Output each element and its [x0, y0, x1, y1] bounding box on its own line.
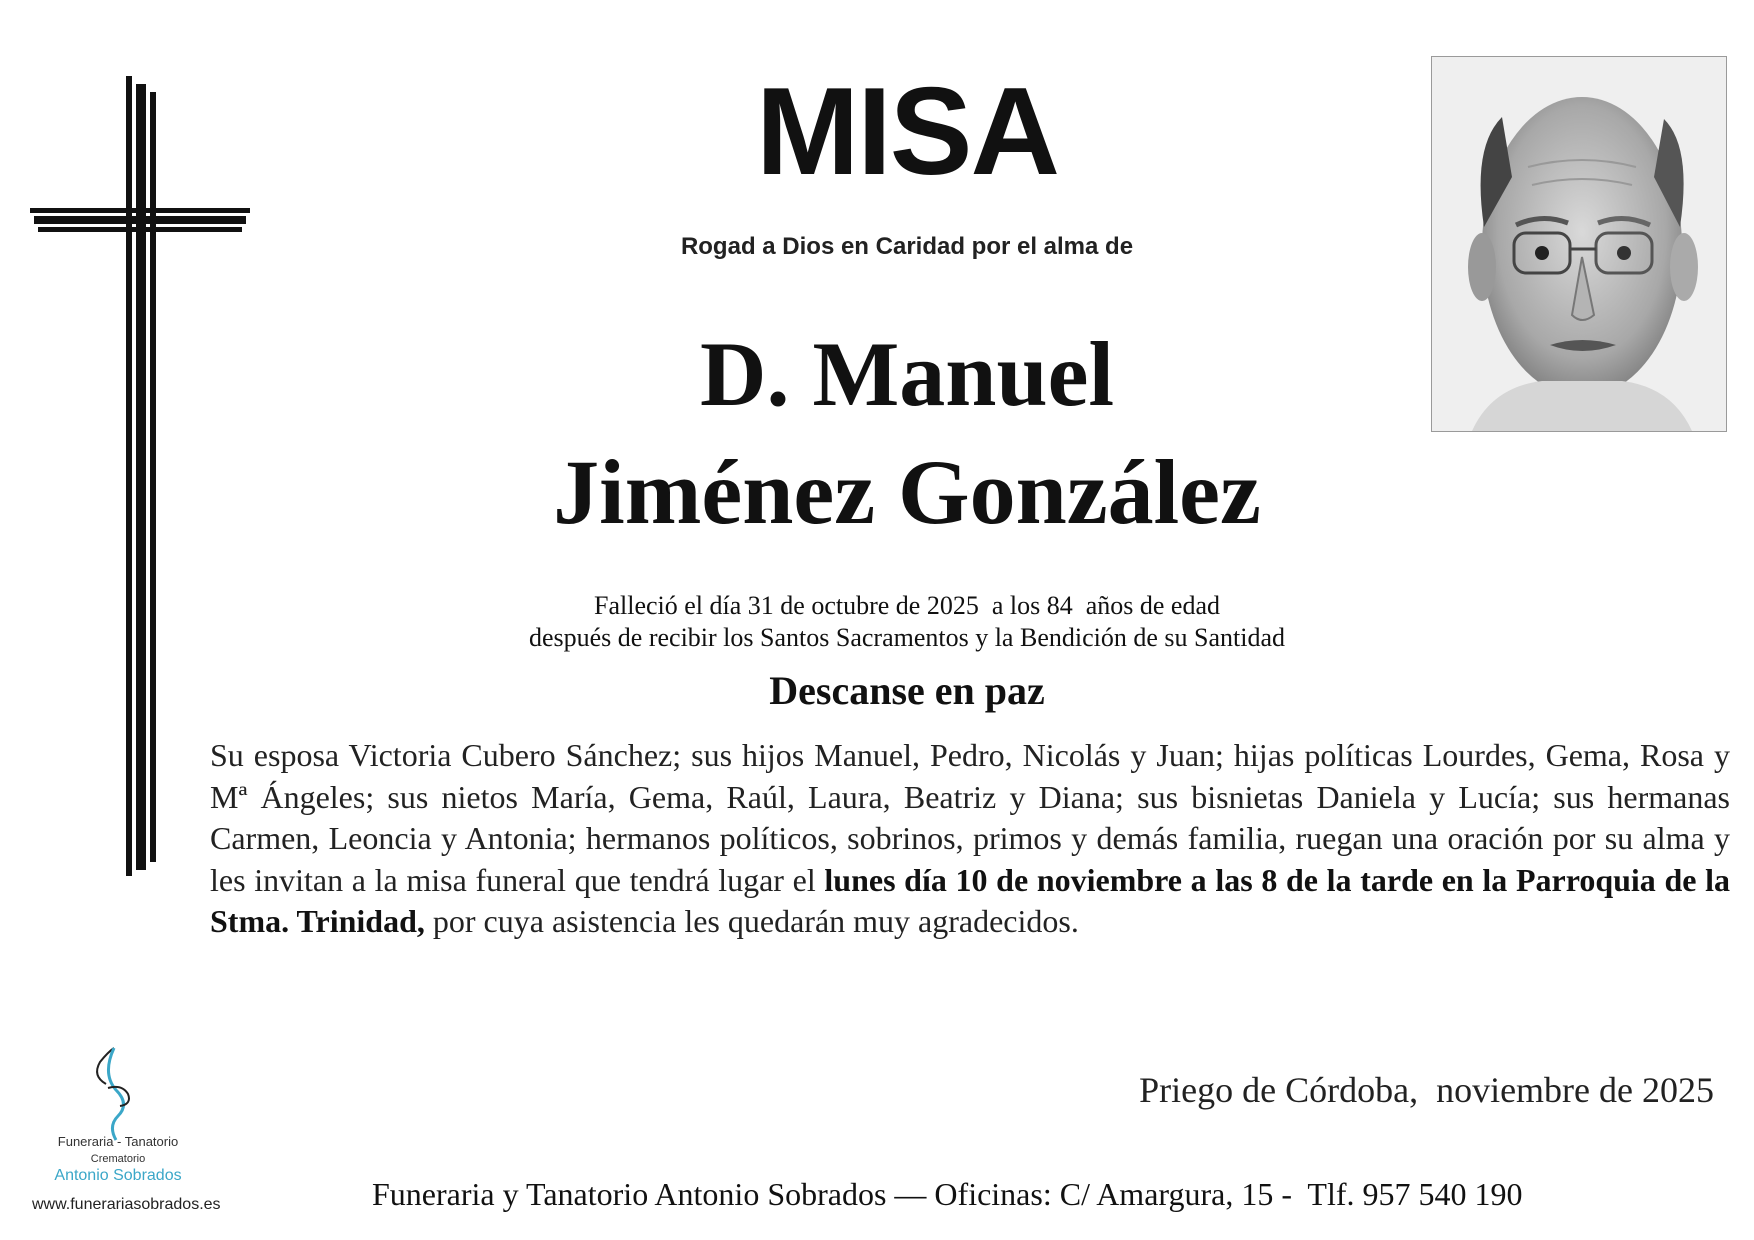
logo-line2: Crematorio [90, 1153, 146, 1165]
subtitle: Rogad a Dios en Caridad por el alma de [680, 233, 1134, 260]
death-info-line1: Falleció el día 31 de octubre de 2025 a los 84 años de edad [594, 591, 1220, 620]
deceased-name-line1: D. Manuel [700, 323, 1114, 425]
announcement-outro: por cuya asistencia les quedarán muy agradecidos. [424, 903, 1079, 939]
logo-line3: Antonio Sobrados [54, 1167, 182, 1184]
page-title: MISA [756, 63, 1058, 201]
deceased-name-line2: Jiménez González [553, 441, 1261, 543]
mass-details: lunes día 10 de noviembre a las 8 de la tarde en la Parroquia de la Stma. Trinidad, [210, 861, 1731, 939]
announcement-intro: Su esposa Victoria Cubero Sánchez; sus hijos Manuel, Pedro, Nicolás y Juan; hijas políticas Lourdes, Gema, Rosa y Mª Ángeles; sus nietos María, Gema, Raúl, Laura, Beatriz y Diana; sus bisnietas Daniela y Lucía; sus hermanas Carmen, Leoncia y Antonia; hermanos políticos, sobrinos, primos y demás familia, ruegan una oración por su alma y les invitan a la misa funeral que tendrá lugar el [210, 737, 1730, 898]
website-link[interactable]: www.funerariasobrados.es [32, 1196, 221, 1213]
death-info-line2: después de recibir los Santos Sacramentos y la Bendición de su Santidad [528, 623, 1285, 652]
rest-in-peace: Descanse en paz [769, 668, 1045, 713]
family-announcement [210, 735, 1730, 943]
logo-line1: Funeraria - Tanatorio [57, 1134, 179, 1149]
portrait-photo [1431, 56, 1727, 432]
footer-contact: Funeraria y Tanatorio Antonio Sobrados — Oficinas: C/ Amargura, 15 - Tlf. 957 540 190 [372, 1176, 1523, 1212]
place-date: Priego de Córdoba, noviembre de 2025 [1139, 1070, 1714, 1110]
